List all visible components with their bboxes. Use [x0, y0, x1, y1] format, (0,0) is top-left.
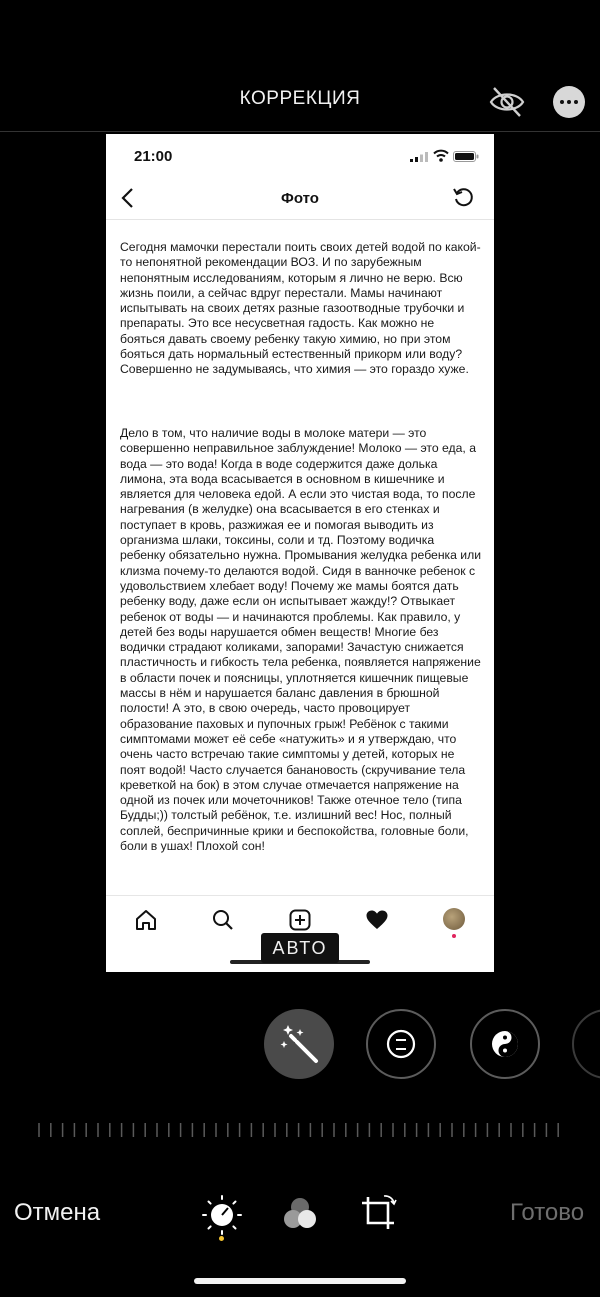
active-mode-dot	[219, 1236, 224, 1241]
post-paragraph: Сегодня мамочки перестали поить своих детей водой по какой-то непонятной рекомендации ВОЗ. И по зарубежным непонятным исследованиям, которым я лично не верю. Всю жизнь поили, а сейчас вдруг перестали. Мамы начинают испытывать на своих детях разные газоотводные трубочки и препараты. Это все несусветная гадость. Как можно не бояться давать своему ребенку такую химию, но при этом бояться дать нормальный естественный прикорм или воду? Совершенно не задумываясь, что химия — это гораздо хуже.	[120, 240, 481, 377]
divider	[106, 219, 494, 220]
home-indicator	[194, 1278, 406, 1284]
brilliance-button[interactable]	[470, 1009, 540, 1079]
adjust-dial-icon	[201, 1194, 243, 1236]
refresh-icon[interactable]	[452, 186, 474, 208]
auto-adjust-button[interactable]	[264, 1009, 334, 1079]
exposure-icon	[368, 1011, 434, 1077]
avatar[interactable]	[443, 908, 465, 930]
filters-icon	[280, 1196, 320, 1232]
eye-slash-icon	[488, 84, 526, 120]
heart-icon[interactable]	[365, 908, 389, 932]
nav-title: Фото	[281, 190, 319, 207]
wifi-icon	[433, 149, 449, 162]
filters-mode-button[interactable]	[280, 1196, 320, 1232]
adjust-mode-button[interactable]	[201, 1194, 243, 1236]
exposure-button[interactable]	[366, 1009, 436, 1079]
auto-badge: АВТО	[261, 933, 339, 963]
home-icon[interactable]	[134, 908, 158, 932]
dot-icon	[574, 100, 578, 104]
crop-rotate-icon	[358, 1193, 398, 1233]
yin-yang-icon	[472, 1011, 538, 1077]
search-icon[interactable]	[211, 908, 235, 932]
crop-mode-button[interactable]	[358, 1193, 398, 1233]
dot-icon	[567, 100, 571, 104]
photo-preview[interactable]	[106, 134, 494, 972]
post-paragraph: Дело в том, что наличие воды в молоке матери — это совершенно неправильное заблуждение! Молоко — это еда, а вода — это вода! Когда в воде содержится даже долька лимона, эта вода всасывается в основном в кишечнике и является для человека едой. А если это чистая вода, то после нагревания (в желудке) она всасывается в его стенках и поступает в кровь, разжижая ее и помогая выводить из организма шлаки, токсины, соли и тд. Поэтому водичка ребенку обязательно нужна. Промывания желудка ребенка или клизма почему-то делаются водой. Сидя в ванночке ребенок с удовольствием хлебает воду! Почему же мамы боятся дать ребенку воду, даже если он испытывает жажду!? Отвыкает ребенок от воды — и начинаются проблемы. Как правило, у детей без воды нарушается обмен веществ! Многие без водички страдают коликами, запорами! Зачастую снижается пластичность и гибкость тела ребенка, появляется напряжение в области почек и поясницы, уплотняется кишечник пищевые массы в нём и нарушается баланс давления в брюшной полости! А это, в свою очередь, часто провоцирует образование паховых и пупочных грыж! Ребёнок с такими симптомами может её себе «натужить» и я утверждаю, что очень часто встречаю такие симптомы у детей, которых не поят водой! Часто случается банановость (скручивание тела креветкой на бок) в этом случае отмечается напряжение на одной из почек или мочеточников! Также отечное тело (типа Будды;)) толстый ребёнок, т.е. излишний вес! Нос, полный соплей, беспричинные крики и беспокойства, головные боли, боли в ушах! Плохой сон!	[120, 426, 482, 854]
add-post-icon[interactable]	[288, 908, 312, 932]
status-time: 21:00	[134, 148, 173, 165]
magic-wand-icon	[264, 1009, 334, 1079]
highlights-button[interactable]	[572, 1009, 600, 1079]
notification-dot	[452, 934, 456, 938]
battery-icon	[453, 151, 479, 162]
cellular-signal-icon	[410, 152, 430, 162]
adjustment-slider[interactable]	[38, 1122, 568, 1138]
done-button[interactable]: Готово	[510, 1199, 585, 1226]
dot-icon	[560, 100, 564, 104]
more-options-button[interactable]	[553, 86, 585, 118]
screen-title: КОРРЕКЦИЯ	[239, 88, 361, 109]
cancel-button[interactable]: Отмена	[14, 1199, 101, 1226]
hide-original-button[interactable]	[488, 84, 526, 120]
divider	[0, 131, 600, 132]
